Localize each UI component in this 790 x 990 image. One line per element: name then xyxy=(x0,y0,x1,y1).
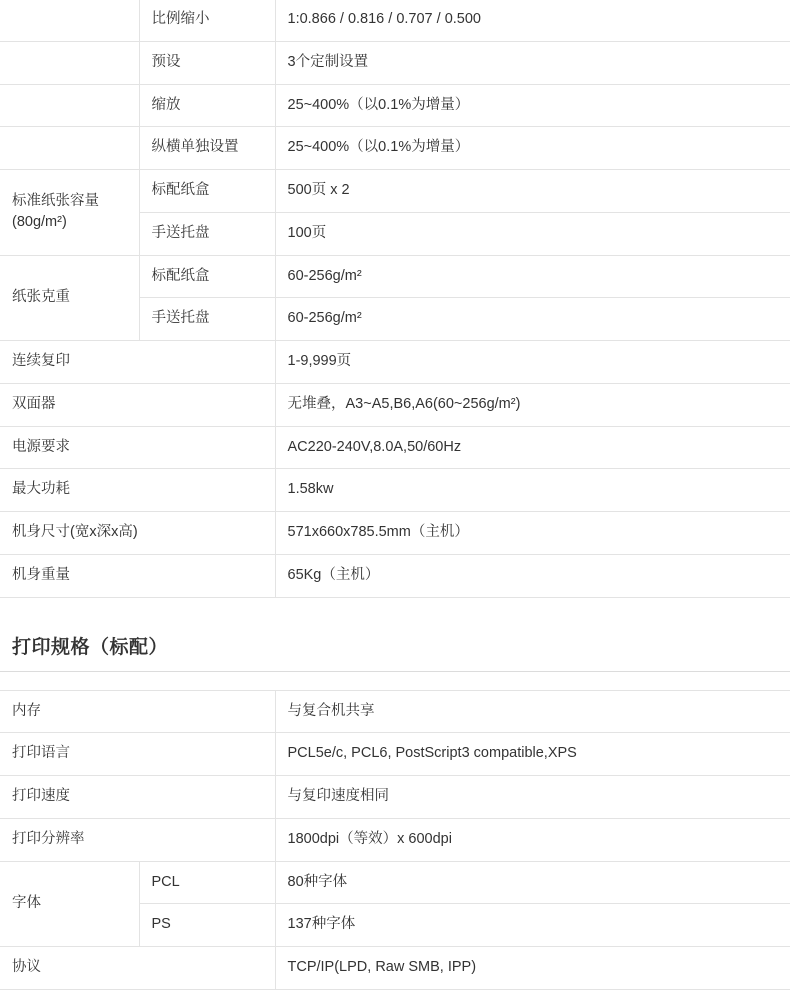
row-sublabel-manual-tray: 手送托盘 xyxy=(139,298,275,341)
row-sublabel-zoom: 缩放 xyxy=(139,84,275,127)
row-label-empty xyxy=(0,127,139,170)
row-value-resolution: 1800dpi（等效）x 600dpi xyxy=(275,818,790,861)
table-row xyxy=(0,383,790,426)
row-label-paper-weight: 纸张克重 xyxy=(0,255,139,341)
row-value-power: AC220-240V,8.0A,50/60Hz xyxy=(275,426,790,469)
row-value-fonts-pcl: 80种字体 xyxy=(275,861,790,904)
row-value-duplex: 无堆叠，A3~A5,B6,A6(60~256g/m²) xyxy=(275,383,790,426)
print-section-header xyxy=(0,598,790,672)
row-value-cap-std-tray: 500页 x 2 xyxy=(275,170,790,213)
row-label-memory: 内存 xyxy=(0,690,275,733)
paper-capacity-title: 标准纸张容量 xyxy=(12,192,99,209)
table-row xyxy=(0,127,790,170)
table-row xyxy=(0,733,790,776)
row-label-protocol: 协议 xyxy=(0,947,275,990)
row-value-independent: 25~400%（以0.1%为增量） xyxy=(275,127,790,170)
table-row xyxy=(0,0,790,41)
row-value-wt-std-tray: 60-256g/m² xyxy=(275,255,790,298)
print-spec-table xyxy=(0,690,790,990)
row-sublabel-independent: 纵横单独设置 xyxy=(139,127,275,170)
row-label-language: 打印语言 xyxy=(0,733,275,776)
row-label-weight: 机身重量 xyxy=(0,554,275,597)
table-row xyxy=(0,255,790,298)
table-row xyxy=(0,41,790,84)
row-value-fonts-ps: 137种字体 xyxy=(275,904,790,947)
table-row xyxy=(0,818,790,861)
row-label-continuous-copy: 连续复印 xyxy=(0,341,275,384)
row-label-dimensions: 机身尺寸(宽x深x高) xyxy=(0,512,275,555)
table-row xyxy=(0,690,790,733)
row-sublabel-std-tray: 标配纸盒 xyxy=(139,170,275,213)
row-value-speed: 与复印速度相同 xyxy=(275,776,790,819)
row-value-reduce-ratio: 1:0.866 / 0.816 / 0.707 / 0.500 xyxy=(275,0,790,41)
row-value-weight: 65Kg（主机） xyxy=(275,554,790,597)
row-label-speed: 打印速度 xyxy=(0,776,275,819)
row-label-power: 电源要求 xyxy=(0,426,275,469)
row-value-dimensions: 571x660x785.5mm（主机） xyxy=(275,512,790,555)
row-label-fonts: 字体 xyxy=(0,861,139,947)
row-value-memory: 与复合机共享 xyxy=(275,690,790,733)
table-row xyxy=(0,170,790,213)
row-label-empty xyxy=(0,0,139,41)
table-row xyxy=(0,469,790,512)
row-value-wt-manual-tray: 60-256g/m² xyxy=(275,298,790,341)
row-sublabel-manual-tray: 手送托盘 xyxy=(139,212,275,255)
table-row xyxy=(0,554,790,597)
row-label-duplex: 双面器 xyxy=(0,383,275,426)
row-label-paper-capacity xyxy=(0,170,139,256)
row-value-zoom: 25~400%（以0.1%为增量） xyxy=(275,84,790,127)
table-row xyxy=(0,84,790,127)
row-value-cap-manual-tray: 100页 xyxy=(275,212,790,255)
row-sublabel-fonts-ps: PS xyxy=(139,904,275,947)
table-row xyxy=(0,947,790,990)
table-row xyxy=(0,512,790,555)
row-label-empty xyxy=(0,84,139,127)
row-value-continuous-copy: 1-9,999页 xyxy=(275,341,790,384)
table-row xyxy=(0,776,790,819)
table-row xyxy=(0,861,790,904)
row-sublabel-reduce-ratio: 比例缩小 xyxy=(139,0,275,41)
row-sublabel-std-tray: 标配纸盒 xyxy=(139,255,275,298)
row-value-preset: 3个定制设置 xyxy=(275,41,790,84)
row-label-max-power: 最大功耗 xyxy=(0,469,275,512)
row-value-protocol: TCP/IP(LPD, Raw SMB, IPP) xyxy=(275,947,790,990)
row-sublabel-preset: 预设 xyxy=(139,41,275,84)
row-value-max-power: 1.58kw xyxy=(275,469,790,512)
row-sublabel-fonts-pcl: PCL xyxy=(139,861,275,904)
row-label-empty xyxy=(0,41,139,84)
table-row xyxy=(0,426,790,469)
row-value-language: PCL5e/c, PCL6, PostScript3 compatible,XPS xyxy=(275,733,790,776)
row-label-resolution: 打印分辨率 xyxy=(0,818,275,861)
page-title: 打印规格（标配） xyxy=(12,636,169,658)
paper-capacity-unit: (80g/m²) xyxy=(12,214,67,231)
table-row xyxy=(0,341,790,384)
